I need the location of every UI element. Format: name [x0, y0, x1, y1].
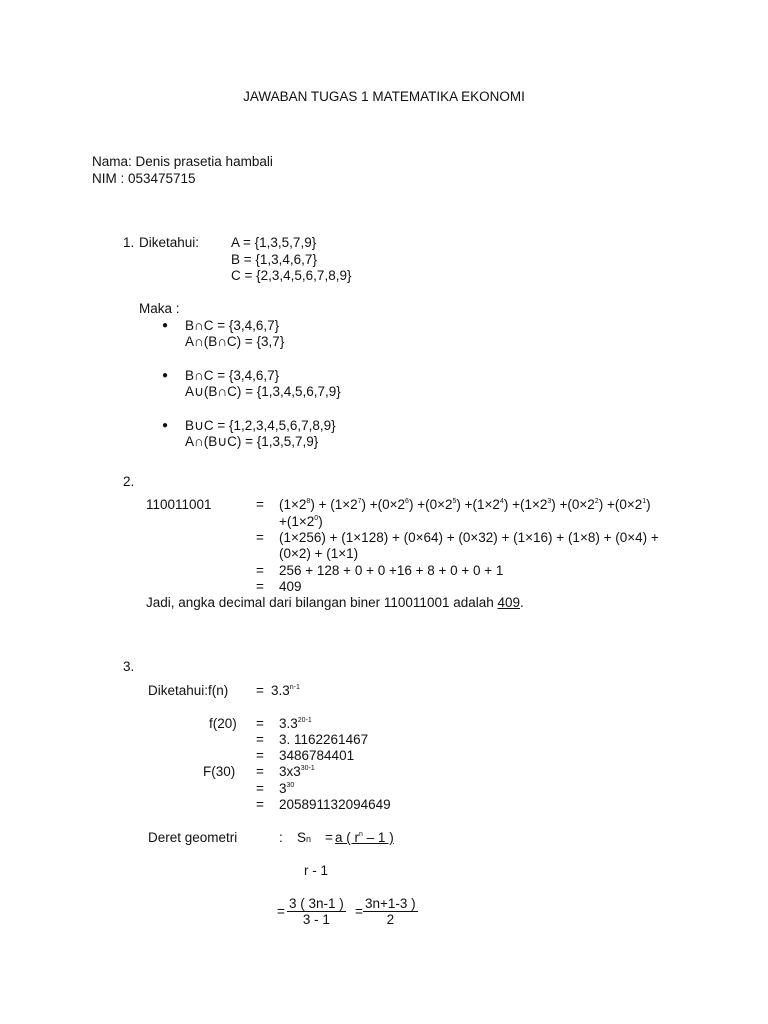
- student-nim: NIM : 053475715: [92, 171, 196, 186]
- q1-set-c: C = {2,3,4,5,6,7,8,9}: [231, 268, 352, 283]
- q2-number: 2.: [123, 474, 135, 489]
- fraction-denominator: 3 - 1: [302, 912, 330, 927]
- bullet-icon: ●: [162, 370, 169, 381]
- q2-step2-line2: (0×2) + (1×1): [279, 546, 359, 561]
- q3-F30-step2: $3^{30}$: [279, 781, 295, 796]
- q2-step3: 256 + 128 + 0 + 0 +16 + 8 + 0 + 0 + 1: [279, 563, 504, 578]
- equals-sign: =: [256, 764, 264, 779]
- power-term: $+(0\times 2^1)$: [603, 497, 651, 512]
- q2-step4: 409: [279, 579, 302, 594]
- q3-F30-step1: 3x3$^{30-1}$: [279, 764, 315, 779]
- bullet-icon: ●: [162, 420, 169, 431]
- equals-sign: =: [256, 497, 264, 512]
- q3-F30-step3: 205891132094649: [279, 797, 391, 812]
- equals-sign: =: [256, 530, 264, 545]
- q2-expansion: [279, 497, 651, 513]
- q2-expansion-cont: $+(1\times 2^0)$: [279, 514, 323, 529]
- fraction-numerator: 3n+1-3 ): [365, 896, 416, 911]
- equals-sign: =: [256, 579, 264, 594]
- equals-sign: =: [277, 904, 285, 919]
- q1-item-line1: B∩C = {3,4,6,7}: [185, 318, 280, 333]
- power-term: + $(1\times 2^7)$: [314, 497, 366, 512]
- q3-fraction-2: [363, 896, 418, 927]
- q1-item-line2: A∩(B∪C) = {1,3,5,7,9}: [185, 434, 319, 449]
- power-term: $(1\times 2^8)$: [279, 497, 315, 512]
- bullet-icon: ●: [162, 320, 169, 331]
- equals-sign: =: [256, 563, 264, 578]
- q2-conclusion: Jadi, angka decimal dari bilangan biner 110011001 adalah 409.: [146, 595, 524, 610]
- equals-sign: =: [325, 830, 333, 845]
- fraction-denominator: 2: [386, 912, 395, 927]
- q3-sn-numerator: a ( $r^n - 1$ ): [335, 830, 394, 845]
- power-term: $+(0\times 2^6)$: [366, 497, 414, 512]
- q3-f20-step3: 3486784401: [279, 748, 355, 763]
- q3-fraction-1: [287, 896, 346, 927]
- power-term: $+(1\times 2^3)$: [508, 497, 556, 512]
- q3-sn-denominator: r - 1: [304, 863, 329, 878]
- q1-item-line1: B∪C = {1,2,3,4,5,6,7,8,9}: [185, 418, 336, 433]
- q1-maka: Maka :: [139, 301, 180, 316]
- student-name: Nama: Denis prasetia hambali: [92, 154, 273, 169]
- q3-deret-label: Deret geometri: [148, 830, 238, 845]
- equals-sign: =: [256, 797, 264, 812]
- q1-item-line2: A∪(B∩C) = {1,3,4,5,6,7,9}: [185, 384, 341, 399]
- q1-item-line2: A∩(B∩C) = {3,7}: [185, 334, 285, 349]
- q2-step2-line1: (1×256) + (1×128) + (0×64) + (0×32) + (1×16) + (1×8) + (0×4) +: [279, 530, 659, 545]
- q1-given-label: Diketahui:: [139, 235, 200, 250]
- equals-sign: =: [256, 732, 264, 747]
- q3-f20-step2: 3. 1162261467: [279, 732, 369, 747]
- equals-sign: =: [256, 781, 264, 796]
- q3-number: 3.: [123, 659, 135, 674]
- q1-set-b: B = {1,3,4,6,7}: [231, 252, 317, 267]
- power-term: $+(0\times 2^2)$: [555, 497, 604, 512]
- equals-sign: =: [256, 716, 264, 731]
- fraction-numerator: 3 ( 3n-1 ): [289, 896, 344, 911]
- q1-set-a: A = {1,3,5,7,9}: [231, 235, 317, 250]
- power-term: $+(0\times 2^5)$: [413, 497, 461, 512]
- q3-sn-symbol: Sn: [297, 830, 312, 845]
- q3-F30-label: F(30): [203, 764, 236, 779]
- q2-binary: 110011001: [146, 497, 212, 512]
- q3-given-label: Diketahui:f(n): [148, 683, 229, 698]
- q3-f20-step1: 3.3$^{20-1}$: [279, 716, 312, 731]
- power-term: $+(1\times 2^4)$: [460, 497, 509, 512]
- q3-f20-label: f(20): [209, 716, 237, 731]
- equals-sign: =: [256, 748, 264, 763]
- q3-fn-formula: 3.3$^{n-1}$: [271, 683, 300, 698]
- equals-sign: =: [355, 904, 363, 919]
- q1-item-line1: B∩C = {3,4,6,7}: [185, 368, 280, 383]
- equals-sign: =: [256, 683, 264, 698]
- colon: :: [279, 830, 283, 845]
- page-title: JAWABAN TUGAS 1 MATEMATIKA EKONOMI: [243, 89, 525, 104]
- q1-number: 1.: [123, 235, 135, 250]
